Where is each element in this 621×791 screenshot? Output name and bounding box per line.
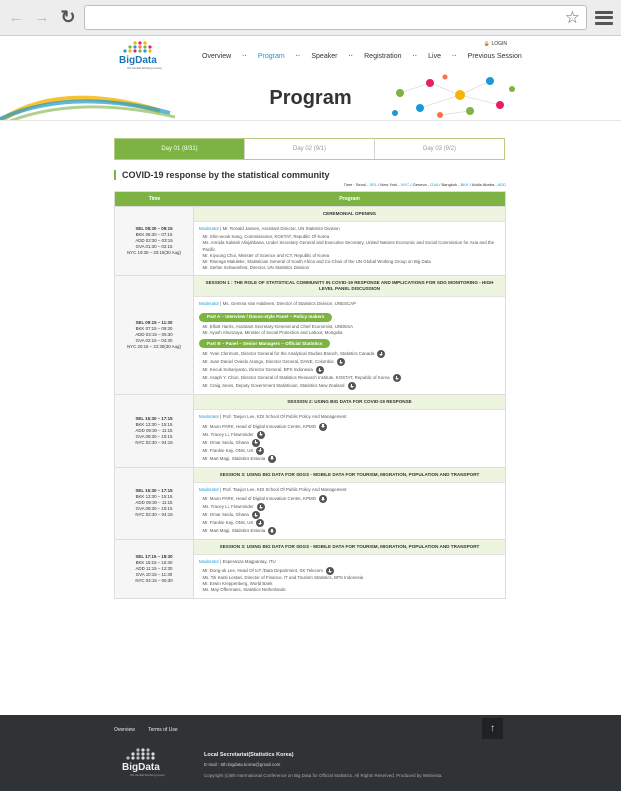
- speaker-item: · Ms. May Offermans, Statistics Netherlands: [199, 587, 499, 593]
- program-table: [114, 191, 506, 599]
- footer-email: E-mail : 6th.bigdata.korea@gmail.com: [204, 762, 281, 767]
- download-icon[interactable]: [337, 358, 345, 366]
- time-add: ADD 02:30 – 03:15: [135, 238, 173, 244]
- speaker-item: [199, 431, 499, 439]
- reload-icon[interactable]: ↻: [60, 7, 76, 27]
- section-title: COVID-19 response by the statistical community: [114, 170, 330, 180]
- time-nyc: NYC 20:15 – 22:30(30 Aug): [127, 344, 181, 350]
- speaker-text: · Mr. Omar Seidu, Ghana: [202, 511, 249, 517]
- moderator-name: | Prof. Taejun Lee, KDI School Of Public Policy And Management: [219, 486, 347, 492]
- time-sel: SEL 15:30 – 17:15: [135, 488, 173, 494]
- download-icon[interactable]: [268, 455, 276, 463]
- bigdata-logo[interactable]: [113, 40, 163, 72]
- speaker-item: [199, 439, 499, 447]
- session-title: SESSION 1 : THE ROLE OF STATISTICAL COMMUNITY IN COVID-19 RESPONSE AND IMPLICATIONS FOR SDG MONITORING - HIGH LEVEL PANEL DISCUSSION: [194, 276, 505, 297]
- speaker-item: · Mr. Erwin Kreppenberg, World Bank: [199, 581, 499, 587]
- nav-live[interactable]: Live: [428, 53, 441, 60]
- nav-program[interactable]: Program: [257, 53, 285, 60]
- hamburger-menu-icon[interactable]: [593, 8, 615, 28]
- footer-links: [114, 727, 190, 733]
- speaker-item: [199, 447, 499, 455]
- download-icon[interactable]: [256, 519, 264, 527]
- session-body: [194, 555, 505, 598]
- nav-separator: ··: [295, 53, 301, 60]
- svg-text:BigData: BigData: [122, 762, 160, 773]
- session-title: SESSION 3: USING BIG DATA FOR SDGS - MOBILE DATA FOR TOURISM, MIGRATION, POPULATION AND TRANSPORT: [194, 468, 505, 483]
- footer-link-overview[interactable]: Overview: [114, 727, 135, 733]
- moderator: [199, 414, 499, 420]
- time-sel: SEL 08:30 – 09:15: [135, 226, 173, 232]
- time-bkk: BKK 13:30 – 15:15: [135, 494, 173, 500]
- speaker-text: · Mr. Mart Magi, Statistics Estonia: [202, 455, 266, 461]
- moderator: [199, 559, 499, 565]
- main-nav: [202, 53, 533, 60]
- program-cell: [194, 540, 505, 598]
- login-label: LOGIN: [491, 41, 507, 47]
- arrow-up-icon: ↑: [490, 723, 495, 734]
- download-icon[interactable]: [268, 527, 276, 535]
- speaker-text: · Mr. Juan Daniel Oviedo Arango, Director General, DANE, Colombia: [202, 359, 334, 365]
- session-body: [194, 483, 505, 539]
- program-cell: [194, 276, 505, 394]
- header-time: Time: [148, 196, 161, 202]
- session-body: [194, 222, 505, 275]
- time-nyc: NYC 04:15 – 05:30: [135, 577, 173, 583]
- speaker-item: [199, 358, 499, 366]
- browser-toolbar: [0, 0, 621, 36]
- tz-label: Time :: [343, 182, 355, 187]
- session-title: SESSION 3: USING BIG DATA FOR SDGS - MOBILE DATA FOR TOURISM, MIGRATION, POPULATION AND TRANSPORT: [194, 540, 505, 555]
- site-header: [0, 36, 621, 73]
- time-add: ADD 03:15 – 05:30: [135, 332, 173, 338]
- nav-separator: ··: [242, 53, 247, 60]
- speaker-text: · Mr. Frankie Kay, ONS, UK: [202, 519, 254, 525]
- speaker-item: [199, 374, 499, 382]
- hero-banner: [0, 73, 621, 121]
- download-icon[interactable]: [252, 511, 260, 519]
- moderator-label: Moderator: [199, 558, 220, 564]
- moderator-label: Moderator: [199, 414, 220, 420]
- program-cell: [194, 468, 505, 539]
- forward-arrow-icon[interactable]: →: [34, 9, 50, 26]
- moderator: [199, 226, 499, 232]
- time-cell: [115, 207, 194, 275]
- speaker-item: [199, 366, 499, 374]
- tz-gva: GVA: [430, 182, 439, 187]
- speaker-text: · Mr. Mart Magi, Statistics Estonia: [202, 527, 266, 533]
- speaker-item: · Mr. Elliott Harris, Assistant Secretary-General and Chief Economist, UNDESA: [199, 324, 499, 330]
- header-program: Program: [339, 196, 360, 202]
- nav-previous-session[interactable]: Previous Session: [467, 53, 522, 60]
- time-nyc: NYC 02:30 – 04:15: [135, 512, 173, 518]
- speaker-item: · Ms. Titi Kanti Lestari, Director of Finance, IT and Tourism Statistics, BPS Indonesia: [199, 575, 499, 581]
- part-a-badge: Part A – Interview / Davos-style Panel – Policy makers: [199, 313, 332, 322]
- download-icon[interactable]: [257, 503, 265, 511]
- speaker-text: · Ms. Tracey Li, Flowminder: [202, 431, 254, 437]
- speaker-item: [199, 382, 499, 390]
- moderator-label: Moderator: [199, 301, 220, 307]
- svg-text:UN Global Working Group: UN Global Working Group: [127, 66, 162, 70]
- time-bkk: BKK 06:30 – 07:15: [135, 232, 173, 238]
- moderator-name: | Esperanza Magpantay, ITU: [219, 558, 276, 564]
- site-footer: [0, 715, 621, 791]
- time-sel: SEL 17:15 – 18:30: [135, 553, 173, 559]
- tab-day-03[interactable]: Day 03 (9/2): [374, 139, 504, 159]
- tz-bkk: BKK: [460, 182, 469, 187]
- time-sel: SEL 09:15 – 11:30: [135, 320, 173, 326]
- download-icon[interactable]: [256, 447, 264, 455]
- speaker-text: · Mr. Craig Jones, Deputy Government Statistician, Statistics New Zealand: [202, 383, 345, 389]
- moderator: [199, 301, 499, 307]
- speaker-item: [199, 423, 499, 431]
- table-row: [115, 539, 505, 598]
- speaker-text: · Mr. Omar Seidu, Ghana: [202, 439, 249, 445]
- time-sel: SEL 15:30 – 17:15: [135, 416, 173, 422]
- speaker-item: · Mr. Shin-wook Kang, Commissioner, KOSTAT, Republic Of Korea: [199, 234, 499, 240]
- scroll-top-button[interactable]: [482, 718, 503, 739]
- speaker-item: · Mr. Risenga Maluleke, Statistician General of South Africa and Co-Chair of the UN Global Working Group on Big Data: [199, 259, 499, 265]
- session-title: SESSION 2: USING BIG DATA FOR COVID-19 RESPONSE: [194, 395, 505, 410]
- nav-registration[interactable]: Registration: [364, 53, 402, 60]
- bookmark-star-icon[interactable]: ☆: [564, 8, 580, 27]
- footer-copyright: Copyright (c)6th International Conference on Big Data for Official Statistics. All Rights Reserved. Produced by Webvista.: [204, 773, 443, 778]
- tz-sel: SEL: [369, 182, 377, 187]
- download-icon[interactable]: [393, 374, 401, 382]
- footer-bigdata-logo: [116, 747, 166, 779]
- moderator-name: | Prof. Taejun Lee, KDI School Of Public Policy And Management: [219, 414, 347, 420]
- time-bkk: BKK 15:15 – 16:30: [135, 559, 173, 565]
- speaker-item: [199, 519, 499, 527]
- session-title: CEREMONIAL OPENING: [194, 207, 505, 222]
- speaker-item: [199, 350, 499, 358]
- download-icon[interactable]: [326, 567, 334, 575]
- speaker-item: · Mr. Kiyoung Choi, Minister of Science and ICT, Republic of Korea: [199, 253, 499, 259]
- table-row: [115, 467, 505, 539]
- speaker-item: [199, 511, 499, 519]
- time-gva: GVA 08:30 – 10:15: [135, 506, 173, 512]
- time-cell: [115, 540, 194, 598]
- back-arrow-icon[interactable]: ←: [8, 9, 24, 26]
- time-gva: GVA 01:30 – 02:15: [135, 244, 173, 250]
- part-b-badge: Part B – Panel – Senior Managers – Official Statistics: [199, 339, 330, 348]
- speaker-text: · Mr. Asaph Y. Chun, Director General of Statistics Research Institute, KOSTAT, Republic of Korea: [202, 375, 390, 381]
- tz-nyc: NYC: [400, 182, 410, 187]
- login-link[interactable]: [484, 41, 507, 47]
- speaker-item: [199, 455, 499, 463]
- moderator-name: | Ms. Gemma Van Halderen, Director of Statistics Division, UNESCAP: [219, 301, 356, 307]
- tab-day-01[interactable]: Day 01 (8/31): [115, 139, 244, 159]
- speaker-text: · Mr. Kecuk Suhariyanto, Director General, BPS Indonesia: [202, 367, 313, 373]
- nav-overview[interactable]: Overview: [202, 53, 232, 60]
- tab-day-02[interactable]: Day 02 (9/1): [244, 139, 374, 159]
- tz-add: ADD: [497, 182, 506, 187]
- lock-icon: 🔒: [483, 41, 491, 47]
- speaker-item: [199, 567, 499, 575]
- speaker-text: · Mr. Moon PARK, Head of Digital Innovation Centre, KPMG: [202, 423, 317, 429]
- time-nyc: NYC 19:30 – 20:15(30 Aug): [127, 250, 181, 256]
- download-icon[interactable]: [319, 423, 327, 431]
- speaker-item: [199, 495, 499, 503]
- nav-separator: ··: [348, 53, 354, 60]
- footer-link-terms[interactable]: Terms of Use: [148, 727, 178, 733]
- speaker-item: · Mr. Stefan Schweinfest, Director, UN Statistics Division: [199, 265, 499, 271]
- nav-separator: ··: [452, 53, 457, 60]
- session-body: [194, 410, 505, 466]
- time-nyc: NYC 02:30 – 04:15: [135, 440, 173, 446]
- tz-addis: / Addis Ababa -: [469, 182, 497, 187]
- time-gva: GVA 02:15 – 04:30: [135, 338, 173, 344]
- time-gva: GVA 08:30 – 10:15: [135, 434, 173, 440]
- tz-seoul: Seoul -: [355, 182, 369, 187]
- download-icon[interactable]: [252, 439, 260, 447]
- download-icon[interactable]: [319, 495, 327, 503]
- time-cell: [115, 395, 194, 466]
- nav-separator: ··: [412, 53, 418, 60]
- footer-secretariat: Local Secretariat(Statistics Korea): [204, 752, 294, 758]
- program-cell: [194, 395, 505, 466]
- moderator-label: Moderator: [199, 226, 220, 231]
- table-header: [115, 192, 505, 206]
- time-add: ADD 11:15 – 12:30: [135, 565, 173, 571]
- nav-speaker[interactable]: Speaker: [311, 53, 338, 60]
- session-body: [194, 297, 505, 394]
- time-gva: GVA 10:15 – 11:30: [135, 571, 173, 577]
- speaker-item: · Ms. Armida Salsiah Alisjahbana, Under Secretary General and Executive Secretary, United Nations Economic and Social Commission for Asia and the Pacific: [199, 240, 499, 252]
- tz-geneva: / Geneva -: [410, 182, 430, 187]
- speaker-text: · Mr. Dong-ok Lee, Head Of IoT /Data Department, SK Telecom: [202, 567, 323, 573]
- address-bar[interactable]: [84, 5, 587, 30]
- time-add: ADD 09:30 – 11:15: [135, 428, 173, 434]
- time-add: ADD 09:30 – 11:15: [135, 500, 173, 506]
- speaker-item: [199, 503, 499, 511]
- tz-bangkok: / Bangkok -: [439, 182, 460, 187]
- speaker-text: · Mr. Yvan Clermont, Director General for the Analytical Studies Branch, Statistics Canada: [202, 351, 375, 357]
- day-tabs: [114, 138, 505, 160]
- svg-text:BigData: BigData: [119, 55, 157, 66]
- time-bkk: BKK 07:15 – 09:30: [135, 326, 173, 332]
- speaker-text: · Mr. Moon PARK, Head of Digital Innovation Centre, KPMG: [202, 495, 317, 501]
- speaker-item: [199, 527, 499, 535]
- speaker-text: · Mr. Frankie Kay, ONS, UK: [202, 447, 254, 453]
- time-cell: [115, 276, 194, 394]
- download-icon[interactable]: [377, 350, 385, 358]
- download-icon[interactable]: [348, 382, 356, 390]
- table-row: [115, 206, 505, 275]
- page-title: Program: [269, 87, 352, 109]
- speaker-text: · Ms. Tracey Li, Flowminder: [202, 503, 254, 509]
- speaker-item: · Mr. Ayush Ahunzaya, Minister of Social Protection and Labour, Mongolia: [199, 330, 499, 336]
- download-icon[interactable]: [316, 366, 324, 374]
- timezone-legend: [344, 182, 506, 187]
- program-cell: [194, 207, 505, 275]
- moderator-name: | Mr. Ronald Jansen, Assistant Director, UN Statistics Division: [219, 226, 340, 231]
- time-cell: [115, 468, 194, 539]
- table-row: [115, 394, 505, 466]
- table-row: [115, 275, 505, 394]
- tz-newyork: / New York -: [378, 182, 400, 187]
- download-icon[interactable]: [257, 431, 265, 439]
- time-bkk: BKK 13:30 – 15:15: [135, 422, 173, 428]
- svg-text:UN Global Working Group: UN Global Working Group: [130, 773, 165, 777]
- moderator: [199, 487, 499, 493]
- moderator-label: Moderator: [199, 486, 220, 492]
